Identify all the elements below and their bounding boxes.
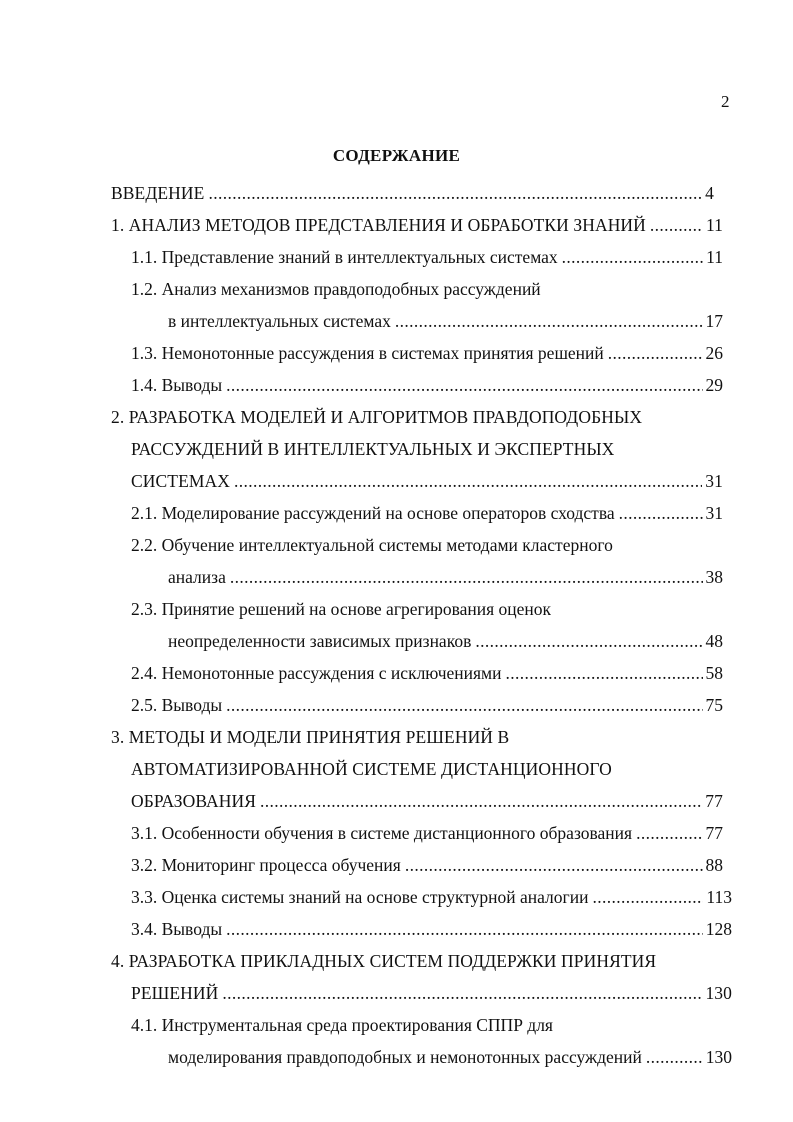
dot-leader — [230, 565, 703, 589]
toc-entry-2-1[interactable] — [131, 501, 723, 525]
toc-entry-2-3-line-1[interactable] — [131, 597, 551, 621]
toc-entry-title: анализа — [168, 567, 226, 587]
toc-entry-1-2-line-2[interactable] — [168, 309, 723, 333]
toc-entry-chapter-4-line-2[interactable] — [131, 981, 732, 1005]
dot-leader — [208, 181, 702, 205]
toc-entry-title: АВТОМАТИЗИРОВАННОЙ СИСТЕМЕ ДИСТАНЦИОННОГО — [131, 759, 612, 779]
toc-entry-title: неопределенности зависимых признаков — [168, 631, 472, 651]
toc-entry-intro[interactable] — [111, 181, 714, 205]
toc-entry-1-3[interactable] — [131, 341, 723, 365]
toc-entry-3-4[interactable] — [131, 917, 732, 941]
toc-entry-title: 3.1. Особенности обучения в системе дистанционного образования — [131, 823, 633, 843]
toc-entry-title: моделирования правдоподобных и немонотонных рассуждений — [168, 1047, 642, 1067]
toc-entry-title: 1.2. Анализ механизмов правдоподобных рассуждений — [131, 279, 541, 299]
toc-entry-1-1[interactable] — [131, 245, 723, 269]
toc-entry-title: РЕШЕНИЙ — [131, 983, 219, 1003]
dot-leader — [222, 981, 702, 1005]
toc-entry-title: РАССУЖДЕНИЙ В ИНТЕЛЛЕКТУАЛЬНЫХ И ЭКСПЕРТНЫХ — [131, 439, 615, 459]
toc-entry-page: 11 — [706, 247, 723, 267]
toc-entry-page: 17 — [705, 311, 723, 331]
dot-leader — [506, 661, 703, 685]
toc-entry-page: 128 — [705, 919, 732, 939]
toc-entry-page: 31 — [705, 471, 723, 491]
toc-entry-1-4[interactable] — [131, 373, 723, 397]
dot-leader — [226, 917, 703, 941]
toc-entry-chapter-4-line-1[interactable] — [111, 949, 656, 973]
toc-entry-page: 29 — [705, 375, 723, 395]
toc-entry-page: 130 — [705, 983, 732, 1003]
toc-entry-title: 3.3. Оценка системы знаний на основе структурной аналогии — [131, 887, 589, 907]
dot-leader — [260, 789, 702, 813]
toc-entry-title: 2.2. Обучение интеллектуальной системы методами кластерного — [131, 535, 613, 555]
toc-entry-chapter-2-line-2[interactable] — [131, 437, 614, 461]
toc-entry-title: 3. МЕТОДЫ И МОДЕЛИ ПРИНЯТИЯ РЕШЕНИЙ В — [111, 727, 510, 747]
toc-entry-4-1-line-2[interactable] — [168, 1045, 732, 1069]
toc-entry-4-1-line-1[interactable] — [131, 1013, 553, 1037]
toc-entry-page: 58 — [705, 663, 723, 683]
dot-leader — [619, 501, 703, 525]
toc-entry-title: 2. РАЗРАБОТКА МОДЕЛЕЙ И АЛГОРИТМОВ ПРАВДОПОДОБНЫХ — [111, 407, 643, 427]
toc-entry-chapter-3-line-1[interactable] — [111, 725, 509, 749]
dot-leader — [562, 245, 703, 269]
toc-entry-title: 2.5. Выводы — [131, 695, 223, 715]
toc-entry-3-1[interactable] — [131, 821, 723, 845]
dot-leader — [226, 373, 702, 397]
toc-entry-page: 48 — [705, 631, 723, 651]
toc-entry-page: 26 — [705, 343, 723, 363]
dot-leader — [234, 469, 702, 493]
dot-leader — [395, 309, 703, 333]
toc-entry-title: 4.1. Инструментальная среда проектирования СППР для — [131, 1015, 553, 1035]
toc-entry-title: 2.4. Немонотонные рассуждения с исключениями — [131, 663, 502, 683]
toc-entry-title: 4. РАЗРАБОТКА ПРИКЛАДНЫХ СИСТЕМ ПОДДЕРЖКИ ПРИНЯТИЯ — [111, 951, 657, 971]
toc-entry-page: 77 — [705, 823, 723, 843]
toc-entry-chapter-2-line-1[interactable] — [111, 405, 642, 429]
toc-entry-title: 2.3. Принятие решений на основе агрегирования оценок — [131, 599, 552, 619]
toc-entry-title: 1.4. Выводы — [131, 375, 223, 395]
toc-entry-2-2-line-2[interactable] — [168, 565, 723, 589]
dot-leader — [636, 821, 702, 845]
toc-entry-title: 3.2. Мониторинг процесса обучения — [131, 855, 401, 875]
toc-entry-page: 77 — [705, 791, 723, 811]
toc-entry-page: 4 — [705, 183, 714, 203]
toc-entry-title: 2.1. Моделирование рассуждений на основе операторов сходства — [131, 503, 615, 523]
toc-entry-page: 31 — [705, 503, 723, 523]
toc-entry-chapter-3-line-3[interactable] — [131, 789, 723, 813]
toc-entry-page: 75 — [705, 695, 723, 715]
toc-entry-3-3[interactable] — [131, 885, 732, 909]
toc-entry-title: ОБРАЗОВАНИЯ — [131, 791, 257, 811]
toc-entry-chapter-3-line-2[interactable] — [131, 757, 612, 781]
page-title: СОДЕРЖАНИЕ — [332, 146, 461, 165]
dot-leader — [646, 1045, 703, 1069]
toc-entry-2-3-line-2[interactable] — [168, 629, 723, 653]
toc-entry-page: 38 — [705, 567, 723, 587]
toc-entry-3-2[interactable] — [131, 853, 723, 877]
dot-leader — [608, 341, 703, 365]
toc-entry-title: 3.4. Выводы — [131, 919, 223, 939]
toc-entry-2-5[interactable] — [131, 693, 723, 717]
toc-entry-title: 1.3. Немонотонные рассуждения в системах принятия решений — [131, 343, 604, 363]
dot-leader — [650, 213, 703, 237]
toc-entry-title: 1. АНАЛИЗ МЕТОДОВ ПРЕДСТАВЛЕНИЯ И ОБРАБОТКИ ЗНАНИЙ — [111, 215, 646, 235]
toc-entry-title: ВВЕДЕНИЕ — [111, 183, 205, 203]
dot-leader — [405, 853, 703, 877]
dot-leader — [226, 693, 702, 717]
toc-entry-1-2-line-1[interactable] — [131, 277, 541, 301]
toc-entry-page: 88 — [705, 855, 723, 875]
toc-entry-chapter-1[interactable] — [111, 213, 723, 237]
toc-entry-title: СИСТЕМАХ — [131, 471, 230, 491]
toc-entry-title: 1.1. Представление знаний в интеллектуальных системах — [131, 247, 558, 267]
toc-entry-chapter-2-line-3[interactable] — [131, 469, 723, 493]
toc-entry-2-4[interactable] — [131, 661, 723, 685]
page-number: 2 — [721, 92, 730, 111]
dot-leader — [592, 885, 703, 909]
dot-leader — [475, 629, 702, 653]
toc-entry-page: 113 — [706, 887, 732, 907]
toc-entry-title: в интеллектуальных системах — [168, 311, 391, 331]
toc-entry-2-2-line-1[interactable] — [131, 533, 613, 557]
toc-entry-page: 130 — [705, 1047, 732, 1067]
toc-entry-page: 11 — [705, 215, 723, 235]
